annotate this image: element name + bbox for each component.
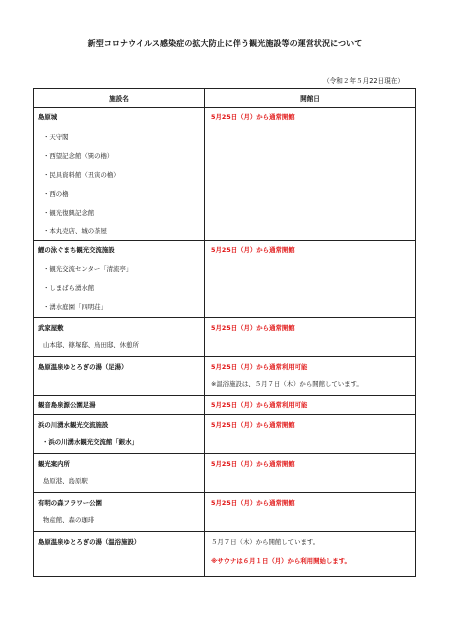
- facility-sub-item: ・天守閣: [43, 133, 69, 141]
- facility-name: 有明の森フラワー公園: [38, 499, 102, 507]
- opening-note: ※温浴施設は、５月７日（木）から開館しています。: [211, 380, 363, 388]
- facility-name: 武家屋敷: [38, 324, 64, 332]
- table-row: [34, 454, 416, 493]
- opening-status: 5月25日（月）から通常開館: [211, 499, 295, 507]
- facility-sub-item: 物産館、森の珈琲: [43, 516, 95, 524]
- opening-note: ※サウナは６月１日（月）から利用開始します。: [211, 557, 351, 565]
- table-row: [34, 532, 416, 577]
- facility-sub-item: ・本丸売店、城の茶屋: [43, 227, 107, 235]
- date-note: （令和２年５月22日現在）: [323, 77, 404, 85]
- facility-sub-item: ・観光復興記念館: [43, 209, 95, 217]
- facility-name: 観光案内所: [38, 460, 70, 468]
- facility-name: 島原温泉ゆとろぎの湯（足湯）: [38, 363, 128, 371]
- facility-sub-item: ・西望記念館（巽の櫓）: [43, 152, 114, 160]
- facility-sub-item: ・民具資料館（丑寅の櫓）: [43, 171, 120, 179]
- table-row: [34, 108, 416, 241]
- table-row: [34, 396, 416, 415]
- facility-name: 鯉の泳ぐまち観光交流施設: [38, 246, 115, 254]
- table-row: [34, 357, 416, 396]
- facility-name: 浜の川湧水観光交流施設: [38, 421, 109, 429]
- opening-status: 5月25日（月）から通常開館: [211, 113, 295, 121]
- facility-name: 観音島泉源公園足湯: [38, 401, 96, 409]
- facility-sub-item: 島原港、島原駅: [43, 477, 88, 485]
- facility-sub-item: ・浜の川湧水観光交流館「銀水」: [42, 438, 138, 446]
- opening-status: ５月７日（木）から開館しています。: [211, 538, 320, 546]
- opening-status: 5月25日（月）から通常開館: [211, 246, 295, 254]
- opening-status: 5月25日（月）から通常開館: [211, 460, 295, 468]
- facility-sub-item: ・西の櫓: [43, 190, 69, 198]
- opening-status: 5月25日（月）から通常利用可能: [211, 363, 308, 371]
- opening-status: 5月25日（月）から通常開館: [211, 324, 295, 332]
- header-opening-date: 開館日: [205, 89, 416, 108]
- facility-sub-item: 山本邸、篠塚邸、鳥田邸、休憩所: [43, 341, 139, 349]
- table-row: [34, 415, 416, 454]
- table-row: [34, 318, 416, 357]
- table-row: [34, 241, 416, 318]
- facility-sub-item: ・湧水庭園「四明荘」: [43, 303, 107, 311]
- facility-name: 島原城: [38, 113, 58, 121]
- opening-status: 5月25日（月）から通常開館: [211, 421, 295, 429]
- opening-status: 5月25日（月）から通常利用可能: [211, 401, 308, 409]
- page-title: 新型コロナウイルス感染症の拡大防止に伴う観光施設等の運営状況について: [87, 39, 363, 48]
- header-facility: 施設名: [34, 89, 205, 108]
- facility-sub-item: ・しまばら湧水館: [43, 284, 95, 292]
- table-row: [34, 493, 416, 532]
- facility-name: 島原温泉ゆとろぎの湯（温浴施設）: [38, 538, 141, 546]
- table-header-row: [34, 89, 416, 108]
- facility-status-table: [33, 88, 416, 577]
- facility-sub-item: ・観光交流センター「清流亭」: [43, 265, 133, 273]
